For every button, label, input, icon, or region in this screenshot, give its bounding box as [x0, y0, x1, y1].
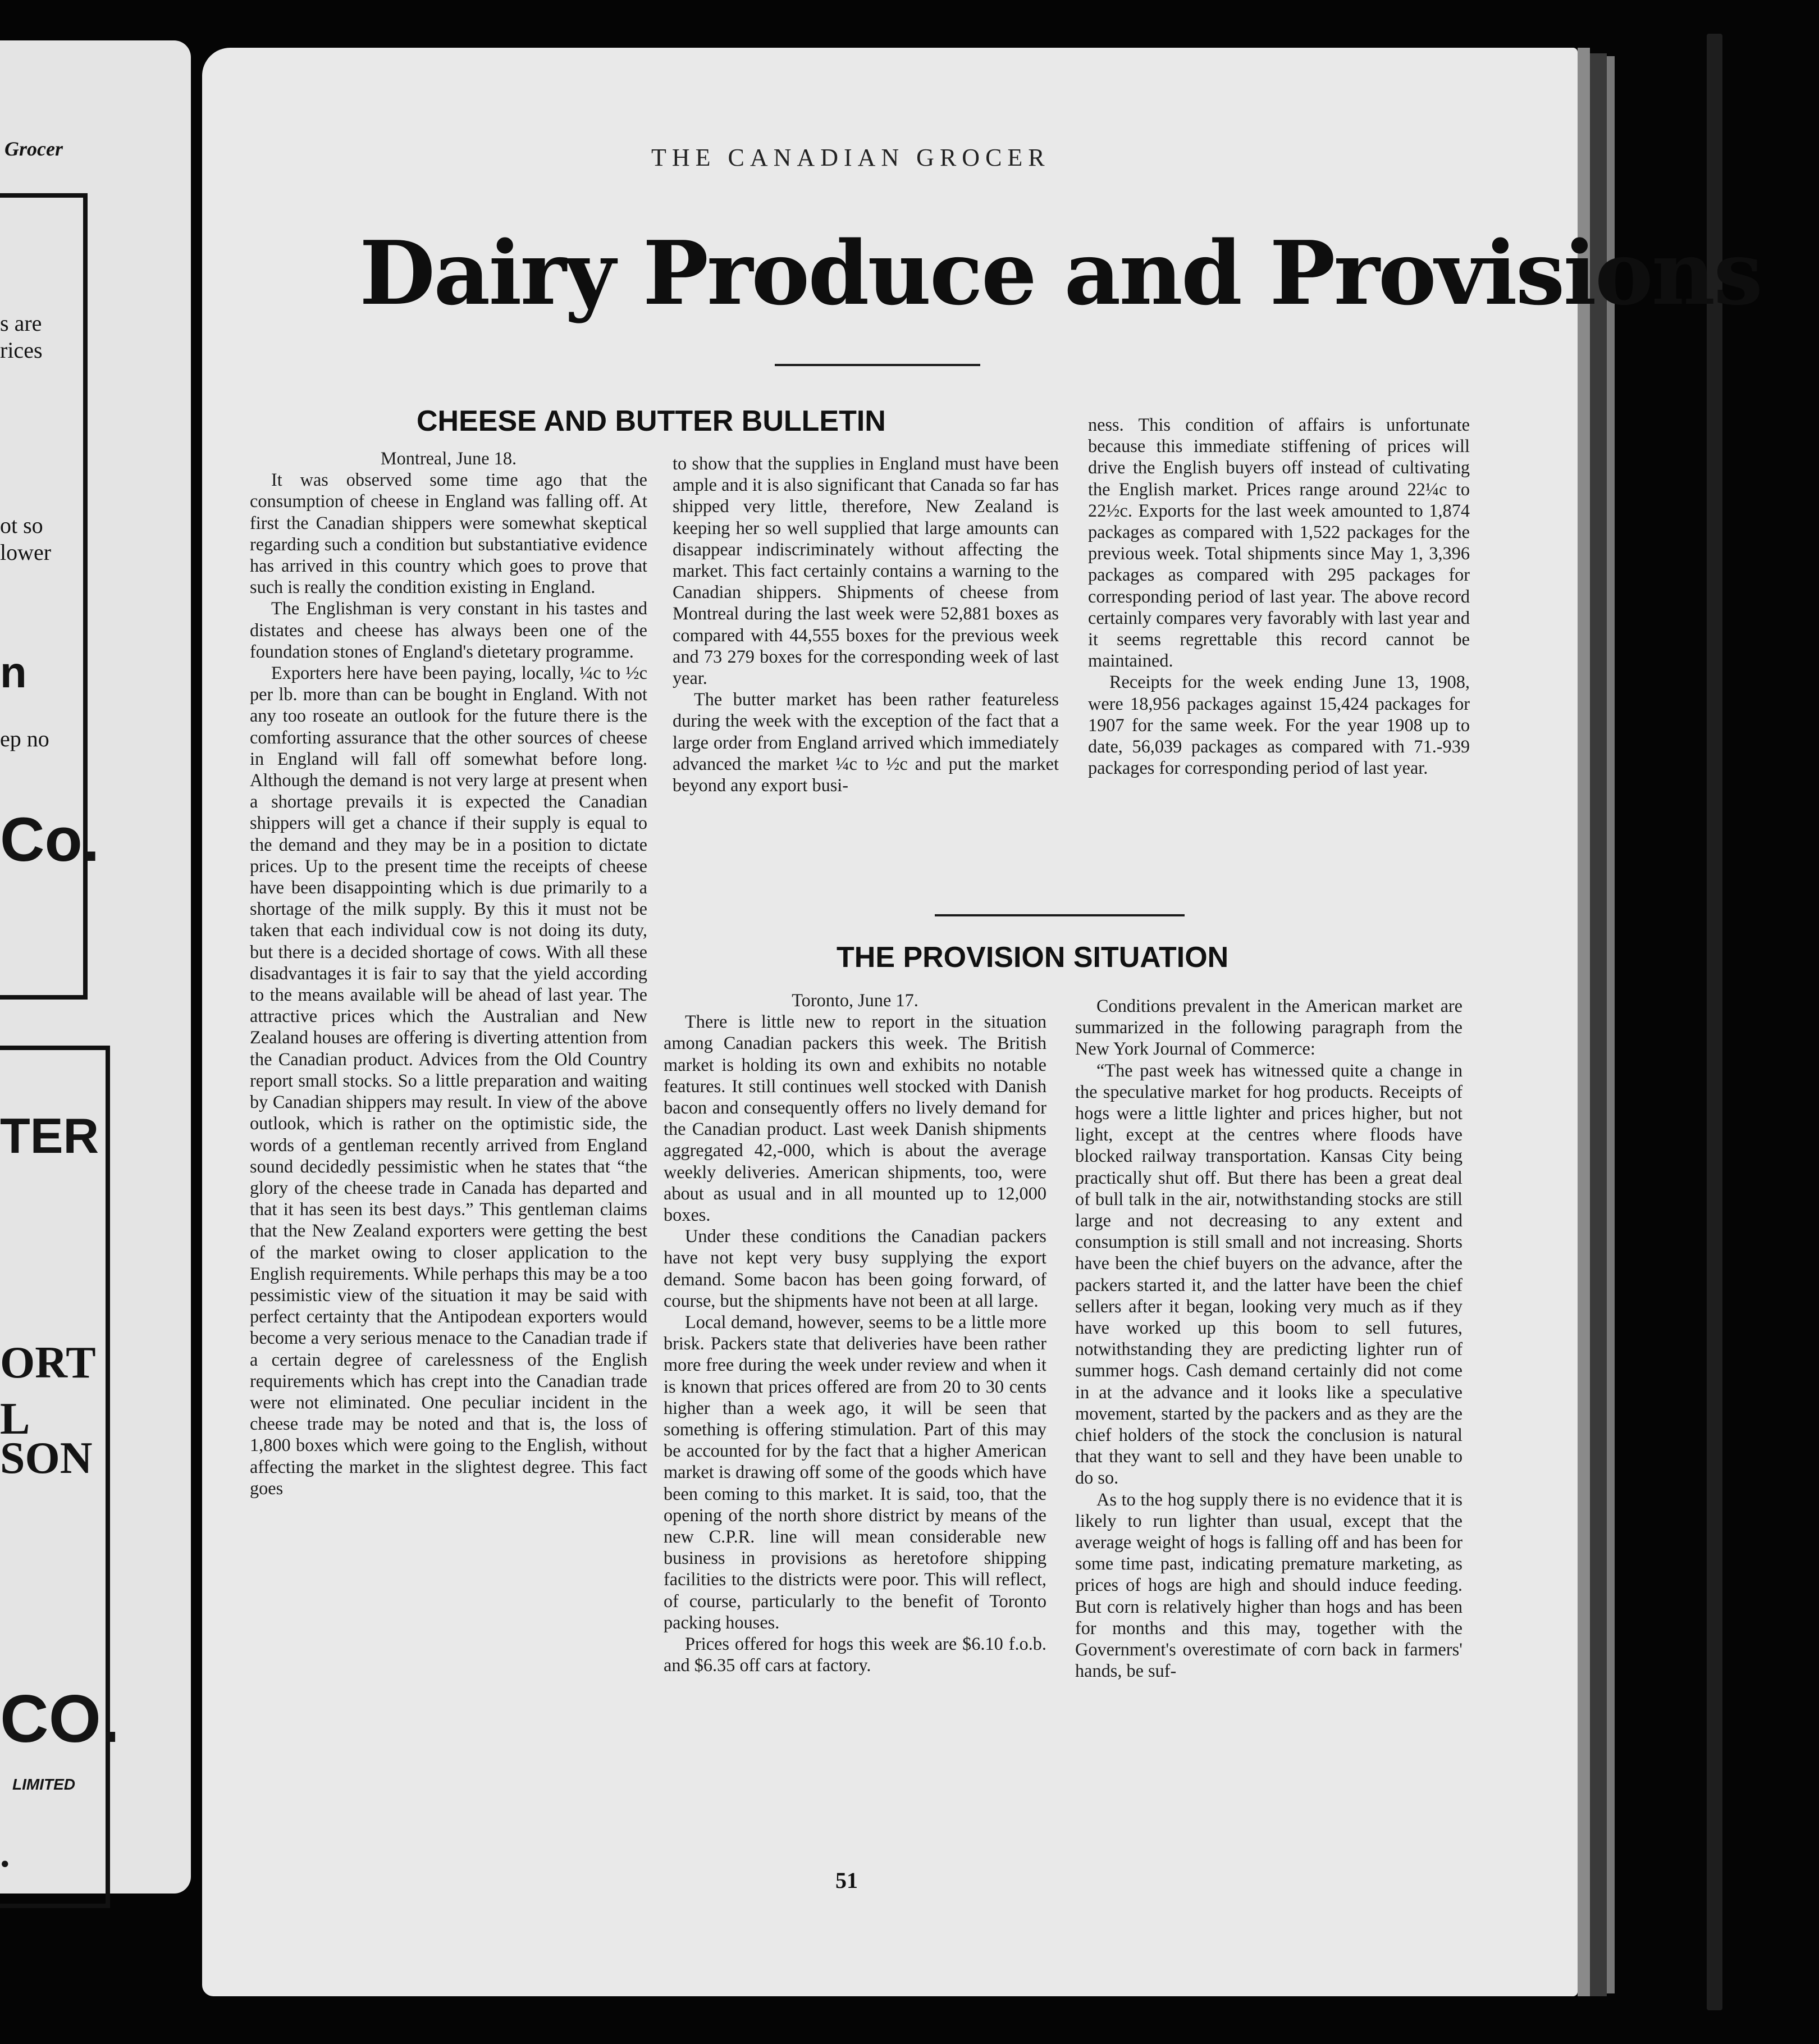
- ad-fragment: n: [0, 647, 27, 697]
- paragraph: The Englishman is very constant in his tastes and distates and cheese has always been one of the foundation stones of England's dietetary programme.: [250, 598, 647, 661]
- paragraph: Conditions prevalent in the American market are summarized in the following paragraph from the New York Journal of Commerce:: [1075, 996, 1462, 1059]
- ad-fragment: L: [0, 1394, 30, 1444]
- ad-fragment: ORT: [0, 1338, 96, 1388]
- ad-fragment: SON: [0, 1434, 93, 1483]
- paragraph: It was observed some time ago that the consumption of cheese in England was falling off. At first the Canadian shippers were somewhat skeptical regarding such a condition but substantiative evidence has arrived in this country which goes to prove that such is really the condition existing in England.: [250, 469, 647, 597]
- binding-edge: [1707, 34, 1722, 2010]
- paragraph: Under these conditions the Canadian packers have not kept very busy supplying the export demand. Some bacon has been going forward, of course, but the shipments have not been at all large.: [664, 1226, 1046, 1311]
- page-edge: [1607, 56, 1615, 1993]
- ad-fragment: LIMITED: [12, 1776, 75, 1793]
- paragraph: ness. This condition of affairs is unfortunate because this immediate stiffening of prices will drive the English buyers off instead of cultivating the English market. Prices range around 22¼c to 22½c. Exports for the last week amounted to 1,874 packages as compared with 1,522 packages for the previous week. Total shipments since May 1, 3,396 packages as compared with 295 packages for corresponding period of last year. The above record certainly compares very favorably with last year and it seems regrettable this record cannot be maintained.: [1088, 414, 1470, 671]
- running-head: THE CANADIAN GROCER: [651, 144, 1050, 171]
- paragraph: “The past week has witnessed quite a change in the speculative market for hog products. Receipts of hogs were a little lighter and prices higher, but not light, except at the centres where floods have blocked railway transportation. Kansas City being practically shut off. But there has been a great deal of bull talk in the air, notwithstanding stocks are still large and not decreasing to any extent and consumption is still small and not increasing. Shorts have been the chief buyers on the advance, after the packers started it, and the latter have been the chief sellers after it began, looking very much as if they have worked up this boom to sell futures, notwithstanding they are predicting lighter run of summer hogs. Cash demand certainly did not come in at the advance and it looks like a speculative movement, started by the packers and as they are the chief holders of the stock the conclusion is natural that they want to sell and they have been unable to do so.: [1075, 1060, 1462, 1488]
- provision-column-1: [664, 989, 1046, 1676]
- adjacent-page: [0, 40, 191, 1894]
- page-edge: [1590, 53, 1607, 1996]
- page-edge: [1578, 48, 1590, 1996]
- paragraph: Exporters here have been paying, locally, ¼c to ½c per lb. more than can be bought in England. With not any too roseate an outlook for the future there is the comforting assurance that the other sources of cheese in England will fall off somewhat before long. Although the demand is not very large at present when a shortage prevails it is expected the Canadian shippers will get a chance if their supply is equal to the demand and they may be in a position to dictate prices. Up to the present time the receipts of cheese have been disappointing which is due primarily to a shortage of the milk supply. By this it must not be taken that each individual cow is not doing its duty, but there is a decided shortage of cows. With all these disadvantages it is fair to say that the yield according to the means available will be ahead of last year. The attractive prices which the Australian and New Zealand houses are offering is diverting attention from the Canadian product. Advices from the Old Country report small stocks. So a little preparation and waiting by Canadian shippers may result. In view of the above outlook, which is rather on the optimistic side, the words of a gentleman recently arrived from England sound decidedly pessimistic when he states that “the glory of the cheese trade in Canada has departed and that it has seen its best days.” This gentleman claims that the New Zealand exporters were getting the best of the market owing to closer application to the English requirements. While perhaps this may be a too pessimistic view of the situation it may be said with perfect certainty that the Antipodean exporters would become a very serious menace to the Canadian trade if a certain degree of carelessness of the English requirements which has crept into the Canadian trade were not eliminated. One peculiar incident in the cheese trade may be noted and that is, the loss of 1,800 boxes which were going to the English, without affecting the market in the slightest degree. This fact goes: [250, 663, 647, 1498]
- ad-fragment: lower: [0, 540, 52, 565]
- cheese-butter-heading: CHEESE AND BUTTER BULLETIN: [417, 405, 886, 437]
- ad-fragment: CO.: [0, 1681, 120, 1756]
- dateline: Montreal, June 18.: [380, 448, 517, 468]
- title-rule: [775, 364, 980, 366]
- adjacent-page-header: Grocer: [4, 138, 63, 160]
- cheese-butter-column-3: [1088, 414, 1470, 778]
- paragraph: Receipts for the week ending June 13, 1908, were 18,956 packages against 15,424 packages for 1907 for the same week. For the year 1908 up to date, 56,039 packages as compared with 71.-939 packages for corresponding period of last year.: [1088, 672, 1470, 778]
- section-rule: [935, 914, 1185, 916]
- paragraph: As to the hog supply there is no evidence that it is likely to run lighter than usual, except that the average weight of hogs is falling off and has been for some time past, indicating premature marketing, as prices of hogs are high and should induce feeding. But corn is relatively higher than hogs and has been for months and this may, together with the Government's overestimate of corn back in farmers' hands, be suf-: [1075, 1489, 1462, 1681]
- ad-fragment: rices: [0, 337, 43, 363]
- ad-fragment: TER: [0, 1108, 99, 1164]
- page-title: Dairy Produce and Provisions: [359, 222, 1762, 325]
- paragraph: The butter market has been rather featureless during the week with the exception of the fact that a large order from England arrived which immediately advanced the market ¼c to ½c and put the market beyond any export busi-: [673, 689, 1059, 796]
- dateline: Toronto, June 17.: [792, 990, 918, 1010]
- provision-heading: THE PROVISION SITUATION: [837, 941, 1229, 974]
- cheese-butter-column-2: [673, 453, 1059, 796]
- cheese-butter-column-1: [250, 448, 647, 1499]
- paragraph: There is little new to report in the situation among Canadian packers this week. The British market is holding its own and exhibits no notable features. It still continues well stocked with Danish bacon and consequently offers no lively demand for the Canadian product. Last week Danish shipments aggregated 42,-000, which is about the average weekly deliveries. American shipments, too, were about as usual and in all mounted up to 12,000 boxes.: [664, 1011, 1046, 1225]
- paragraph: Local demand, however, seems to be a little more brisk. Packers state that deliveries have been rather more free during the week under review and when it is known that prices offered are from 20 to 30 cents higher than a week ago, it will be seen that something is offering stimulation. Part of this may be accounted for by the fact that a higher American market is drawing off some of the goods which have been coming to this market. It is said, too, that the opening of the north shore district by means of the new C.P.R. line will mean considerable new business in provisions as heretofore shipping facilities to the districts were poor. This will reflect, of course, particularly to the benefit of Toronto packing houses.: [664, 1312, 1046, 1632]
- paragraph: to show that the supplies in England must have been ample and it is also significant that Canada so far has shipped very little, therefore, New Zealand is keeping her so well supplied that large amounts can disappear indiscriminately without affecting the market. This fact certainly contains a warning to the Canadian shippers. Shipments of cheese from Montreal during the last week were 52,881 boxes as compared with 44,555 boxes for the previous week and 73 279 boxes for the corresponding week of last year.: [673, 453, 1059, 688]
- page-number: 51: [835, 1868, 858, 1893]
- ad-fragment: ep no: [0, 726, 49, 751]
- provision-column-2: [1075, 995, 1462, 1682]
- ad-fragment: ot so: [0, 513, 43, 538]
- ad-fragment: .: [0, 1832, 10, 1876]
- ad-fragment: s are: [0, 311, 42, 336]
- ad-fragment: Co.: [0, 805, 100, 874]
- paragraph: Prices offered for hogs this week are $6.10 f.o.b. and $6.35 off cars at factory.: [664, 1634, 1046, 1676]
